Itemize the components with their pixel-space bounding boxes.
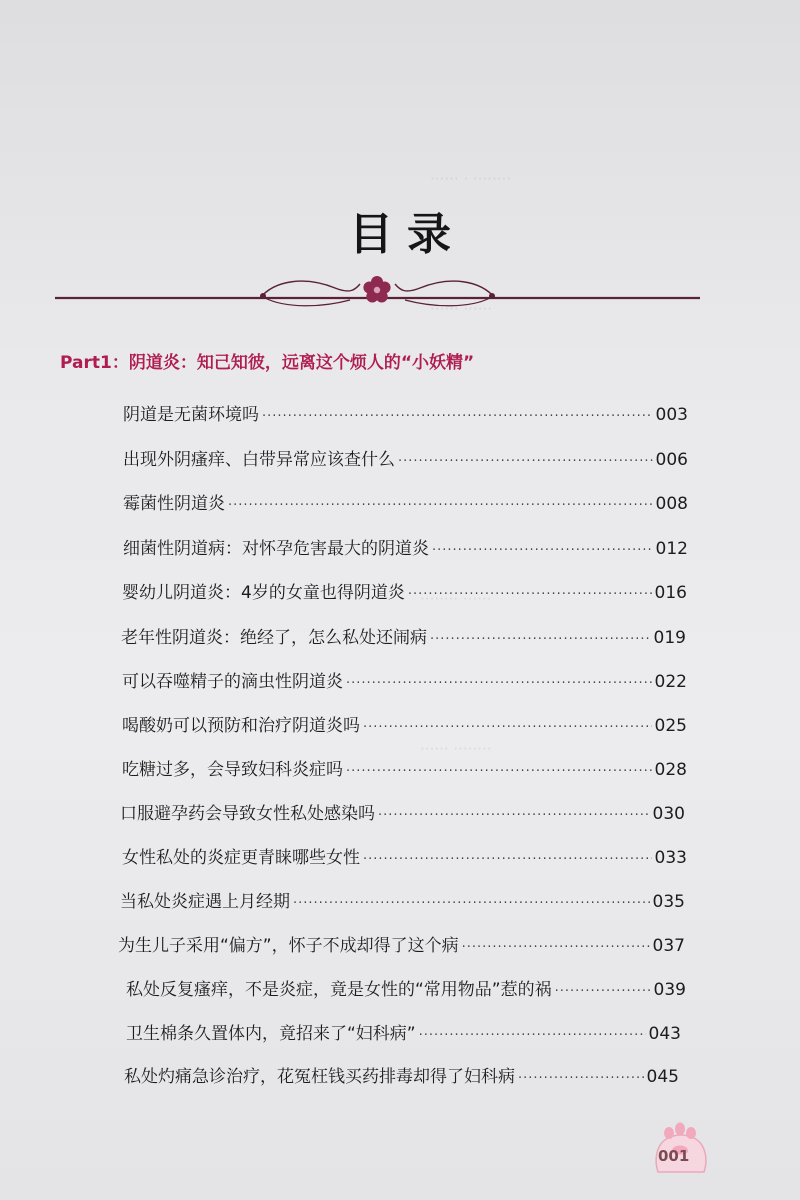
toc-entry[interactable] bbox=[122, 843, 687, 868]
toc-entry[interactable] bbox=[122, 755, 687, 780]
toc-entry-title: 阴道是无菌环境吗 bbox=[123, 405, 259, 425]
dot-leader bbox=[555, 984, 651, 999]
dot-leader bbox=[430, 632, 651, 647]
dot-leader bbox=[293, 896, 650, 911]
dot-leader bbox=[346, 676, 652, 691]
page-title: 目录 bbox=[349, 209, 465, 260]
toc-entry-title: 老年性阴道炎：绝经了，怎么私处还闹病 bbox=[121, 628, 427, 648]
toc-entry-page: 022 bbox=[654, 672, 687, 692]
toc-entry-page: 008 bbox=[655, 494, 688, 514]
toc-entry-title: 婴幼儿阴道炎：4岁的女童也得阴道炎 bbox=[122, 583, 405, 603]
toc-entry-page: 025 bbox=[654, 716, 687, 736]
toc-entry-page: 035 bbox=[652, 892, 685, 912]
toc-entry-title: 喝酸奶可以预防和治疗阴道炎吗 bbox=[122, 716, 360, 736]
toc-entry[interactable] bbox=[126, 1019, 681, 1044]
toc-entry-page: 019 bbox=[653, 628, 686, 648]
toc-entry[interactable] bbox=[122, 711, 687, 736]
toc-entry[interactable] bbox=[118, 931, 685, 956]
dot-leader bbox=[419, 1028, 646, 1043]
book-page: ········ · ······ ······ ······ ······ ········ ········ ······ 目录 Part1：阴道炎：知己知彼，远离这个烦人的“小妖精” 阴道是无菌环境吗 ····· 003 出现外阴瘙痒、白带异常应该查什么 ····· 006 霉菌性阴道炎 ····· 008 细菌性阴道病：对怀孕危害最大的阴道炎 ····· 012 婴幼儿阴道炎：4岁的女童也得阴道炎 ····· 016 老年性阴道炎：绝经了，怎么私处还闹病 ····· 019 可以吞噬精子的滴虫性阴道炎 ····· 022 喝酸奶可以预防和治疗阴道炎吗 ····· 025 吃糖过多，会导致妇科炎症吗 ····· 028 口服避孕药会导致女性私处感染吗 ····· 030 女性私处的炎症更青睐哪些女性 ····· 033 当私处炎症遇上月经期 ····· 035 为生儿子采用“偏方”，怀子不成却得了这个病 ····· 037 私处反复瘙痒，不是炎症，竟是女性的“常用物品”惹的祸 ····· 039 卫生棉条久置体内，竟招来了“妇科病” ····· 043 私处灼痛急诊治疗，花冤枉钱买药排毒却得了妇科病 ····· 045 001 bbox=[0, 0, 800, 1200]
toc-entry-page: 003 bbox=[655, 405, 688, 425]
dot-leader bbox=[346, 764, 652, 779]
toc-entry-page: 045 bbox=[646, 1067, 679, 1087]
dot-leader bbox=[363, 720, 652, 735]
toc-entry[interactable] bbox=[122, 578, 687, 603]
dot-leader bbox=[262, 409, 653, 424]
toc-entry-title: 私处反复瘙痒，不是炎症，竟是女性的“常用物品”惹的祸 bbox=[126, 980, 552, 1000]
toc-entry[interactable] bbox=[120, 799, 685, 824]
toc-entry-title: 细菌性阴道病：对怀孕危害最大的阴道炎 bbox=[123, 539, 429, 559]
toc-entry-title: 当私处炎症遇上月经期 bbox=[120, 892, 290, 912]
toc-entry-page: 016 bbox=[654, 583, 687, 603]
toc-entry-page: 039 bbox=[653, 980, 686, 1000]
toc-entry-title: 私处灼痛急诊治疗，花冤枉钱买药排毒却得了妇科病 bbox=[124, 1067, 515, 1087]
toc-entry-title: 为生儿子采用“偏方”，怀子不成却得了这个病 bbox=[118, 936, 459, 956]
toc-entry-page: 012 bbox=[655, 539, 688, 559]
dot-leader bbox=[408, 587, 652, 602]
toc-entry[interactable] bbox=[123, 400, 688, 425]
dot-leader bbox=[462, 940, 650, 955]
dot-leader bbox=[363, 852, 652, 867]
toc-entry-title: 可以吞噬精子的滴虫性阴道炎 bbox=[122, 672, 343, 692]
toc-entry[interactable] bbox=[122, 667, 687, 692]
toc-entry[interactable] bbox=[123, 445, 688, 470]
toc-entry-page: 006 bbox=[655, 450, 688, 470]
dot-leader bbox=[432, 543, 653, 558]
toc-entry-title: 吃糖过多，会导致妇科炎症吗 bbox=[122, 760, 343, 780]
toc-entry-title: 出现外阴瘙痒、白带异常应该查什么 bbox=[123, 450, 395, 470]
section-heading: Part1：阴道炎：知己知彼，远离这个烦人的“小妖精” bbox=[60, 353, 475, 373]
toc-entry-title: 霉菌性阴道炎 bbox=[123, 494, 225, 514]
toc-entry-page: 028 bbox=[654, 760, 687, 780]
dot-leader bbox=[378, 808, 650, 823]
toc-entry-title: 口服避孕药会导致女性私处感染吗 bbox=[120, 804, 375, 824]
toc-entry-title: 女性私处的炎症更青睐哪些女性 bbox=[122, 848, 360, 868]
toc-entry-page: 043 bbox=[648, 1024, 681, 1044]
toc-entry-page: 037 bbox=[652, 936, 685, 956]
dot-leader bbox=[398, 454, 653, 469]
dot-leader bbox=[518, 1071, 644, 1086]
toc-entry[interactable] bbox=[123, 489, 688, 514]
toc-entry[interactable] bbox=[124, 1062, 679, 1087]
toc-entry[interactable] bbox=[123, 534, 688, 559]
toc-entry-title: 卫生棉条久置体内，竟招来了“妇科病” bbox=[126, 1024, 416, 1044]
toc-entry-page: 030 bbox=[652, 804, 685, 824]
dot-leader bbox=[228, 498, 653, 513]
page-number: 001 bbox=[658, 1147, 690, 1165]
toc-entry[interactable] bbox=[120, 887, 685, 912]
toc-entry-page: 033 bbox=[654, 848, 687, 868]
toc-entry[interactable] bbox=[121, 623, 686, 648]
toc-entry[interactable] bbox=[126, 975, 686, 1000]
